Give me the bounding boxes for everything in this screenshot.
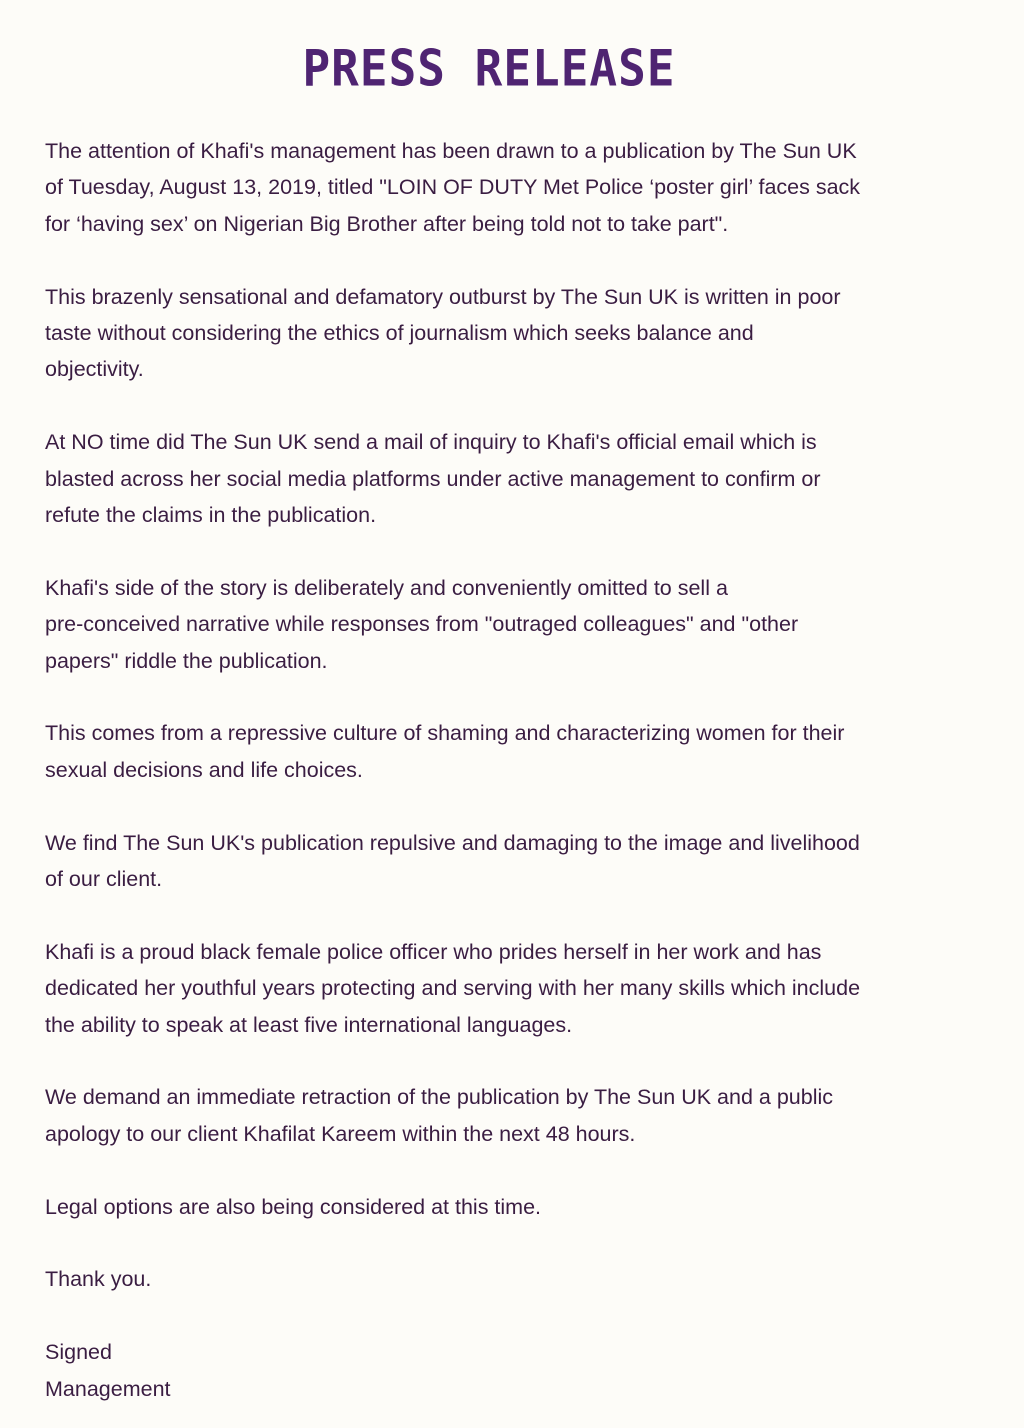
paragraph-legal-options: Legal options are also being considered at this time. <box>45 1194 542 1219</box>
paragraph-proud-officer: Khafi is a proud black female police officer who prides herself in her work and has dedicated her youthful years protecting and serving with her many skills which include the ability to speak at least five international languages. <box>45 939 861 1037</box>
paragraph-attention: The attention of Khafi's management has been drawn to a publication by The Sun UK of Tuesday, August 13, 2019, titled "LOIN OF DUTY Met Police ‘poster girl’ faces sack for ‘having sex’ on Nigerian Big Brother after being told not to take part". <box>45 139 861 236</box>
paragraph-defamatory: This brazenly sensational and defamatory outburst by The Sun UK is written in poor taste without considering the ethics of journalism which seeks balance and objectivity. <box>45 284 841 382</box>
signature-block <box>45 1334 1015 1407</box>
paragraph-repressive-culture: This comes from a repressive culture of shaming and characterizing women for their sexual decisions and life choices. <box>45 721 845 782</box>
signature-signed: Signed <box>45 1340 112 1365</box>
page-title: PRESS RELEASE <box>302 38 676 98</box>
paragraph-no-inquiry: At NO time did The Sun UK send a mail of inquiry to Khafi's official email which is blasted across her social media platforms under active management to confirm or refute the claims in the publication. <box>45 430 821 528</box>
signature-management: Management <box>45 1376 171 1401</box>
paragraph-omitted-side: Khafi's side of the story is deliberately and conveniently omitted to sell a pre-conceived narrative while responses from "outraged colleagues" and "other papers" riddle the publication. <box>45 575 799 673</box>
press-release-body <box>45 133 1015 1407</box>
paragraph-demand-retraction: We demand an immediate retraction of the publication by The Sun UK and a public apology to our client Khafilat Kareem within the next 48 hours. <box>45 1085 834 1146</box>
paragraph-repulsive: We find The Sun UK's publication repulsive and damaging to the image and livelihood of our client. <box>45 830 860 892</box>
paragraph-thank-you: Thank you. <box>45 1267 152 1292</box>
